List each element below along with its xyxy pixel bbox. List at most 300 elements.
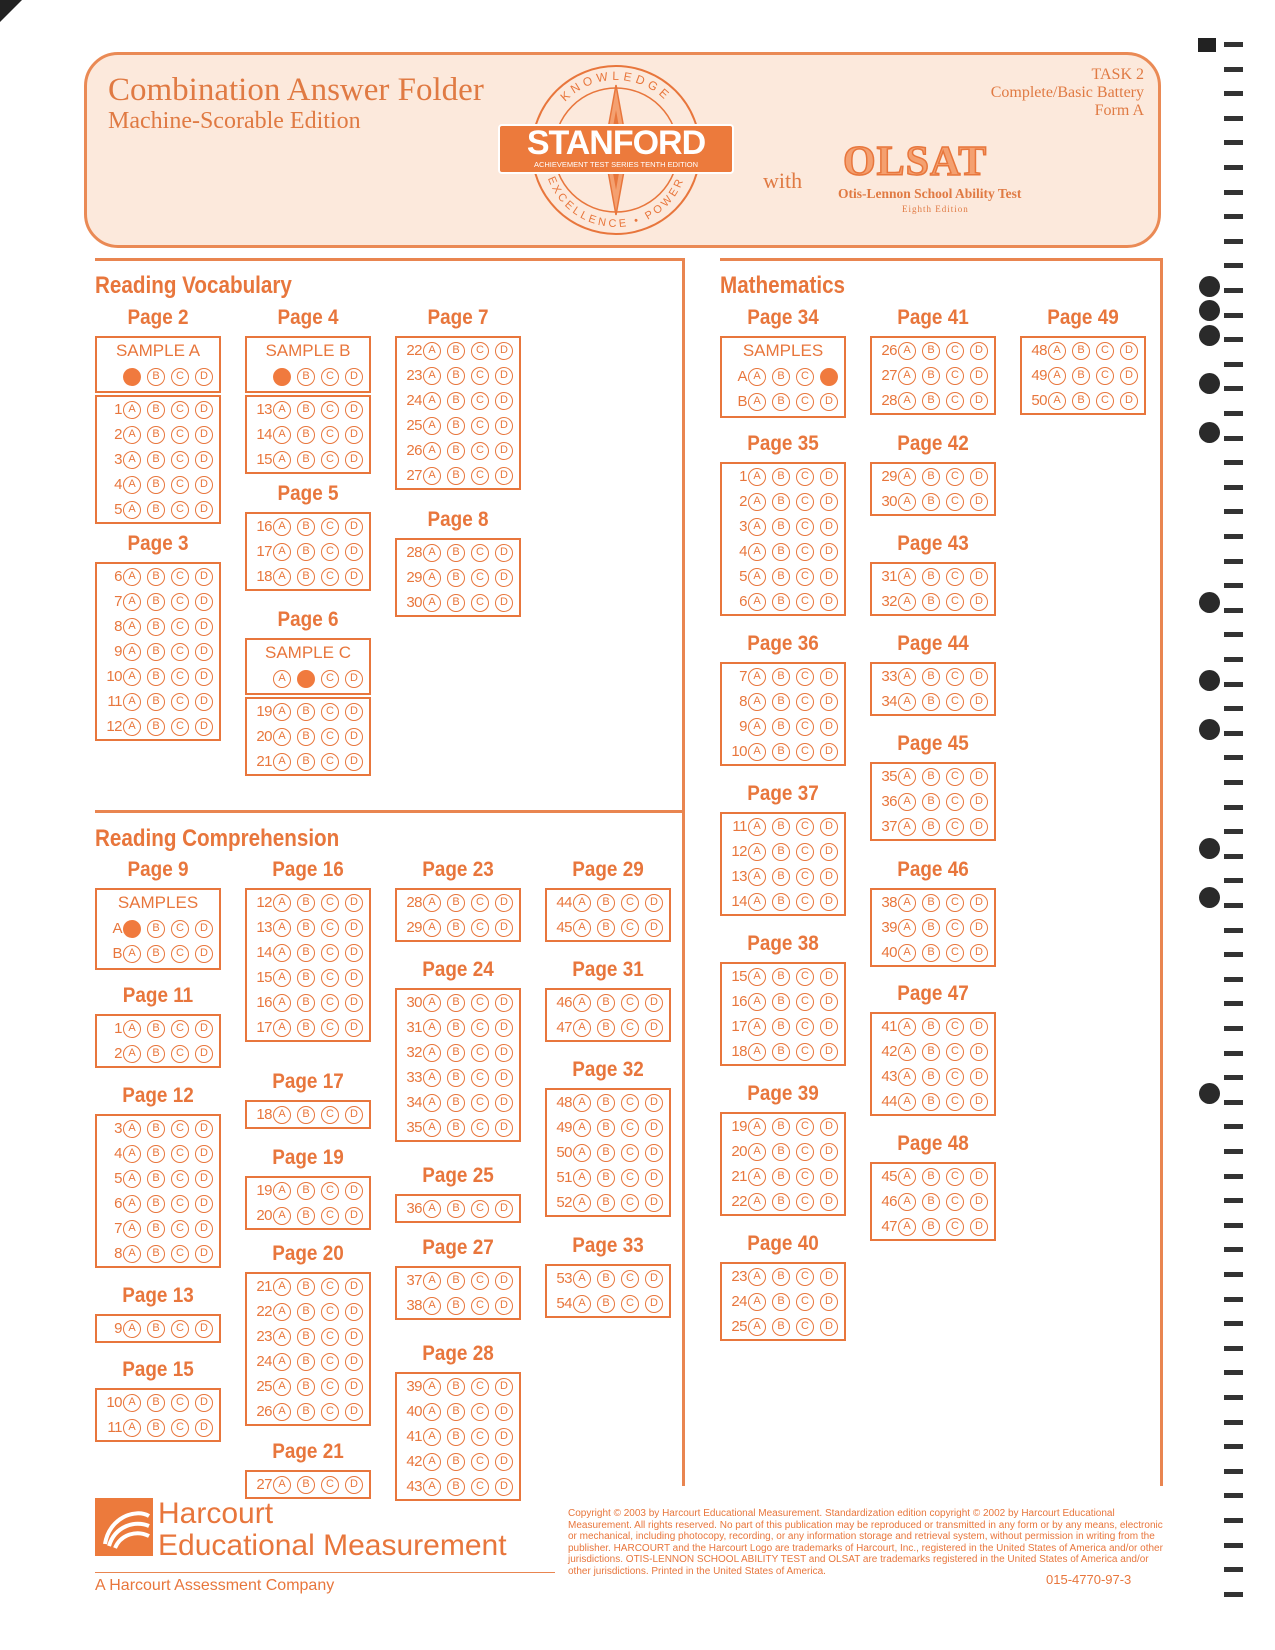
bubble-b[interactable]: B xyxy=(597,1119,615,1137)
bubble-a[interactable]: A xyxy=(898,944,916,962)
bubble-b[interactable]: B xyxy=(922,768,940,786)
bubble-d[interactable]: D xyxy=(195,1320,213,1338)
bubble-c[interactable]: C xyxy=(321,1353,339,1371)
bubble-d[interactable]: D xyxy=(820,993,838,1011)
bubble-c[interactable]: C xyxy=(621,1144,639,1162)
bubble-d[interactable]: D xyxy=(970,1218,988,1236)
bubble-b[interactable]: B xyxy=(922,668,940,686)
bubble-c[interactable]: C xyxy=(471,994,489,1012)
bubble-a[interactable]: A xyxy=(573,919,591,937)
bubble-a[interactable]: A xyxy=(573,1194,591,1212)
bubble-c[interactable]: C xyxy=(946,1093,964,1111)
bubble-c[interactable]: C xyxy=(171,368,189,386)
bubble-d[interactable]: D xyxy=(970,342,988,360)
bubble-b[interactable] xyxy=(297,670,315,688)
bubble-d[interactable]: D xyxy=(195,693,213,711)
bubble-a[interactable]: A xyxy=(898,342,916,360)
bubble-c[interactable]: C xyxy=(321,1476,339,1494)
bubble-c[interactable]: C xyxy=(796,543,814,561)
bubble-c[interactable]: C xyxy=(796,693,814,711)
bubble-a[interactable]: A xyxy=(273,1303,291,1321)
bubble-d[interactable]: D xyxy=(820,1043,838,1061)
bubble-c[interactable]: C xyxy=(471,1119,489,1137)
bubble-a[interactable]: A xyxy=(423,1478,441,1496)
bubble-d[interactable]: D xyxy=(195,1145,213,1163)
bubble-b[interactable]: B xyxy=(297,1182,315,1200)
bubble-a[interactable]: A xyxy=(273,894,291,912)
bubble-d[interactable]: D xyxy=(970,793,988,811)
bubble-c[interactable]: C xyxy=(471,544,489,562)
bubble-a[interactable]: A xyxy=(273,969,291,987)
bubble-c[interactable]: C xyxy=(471,342,489,360)
bubble-c[interactable]: C xyxy=(321,1278,339,1296)
bubble-b[interactable]: B xyxy=(147,368,165,386)
bubble-c[interactable]: C xyxy=(321,1019,339,1037)
bubble-d[interactable]: D xyxy=(970,768,988,786)
bubble-a[interactable]: A xyxy=(898,768,916,786)
bubble-b[interactable]: B xyxy=(147,1394,165,1412)
bubble-d[interactable]: D xyxy=(345,670,363,688)
bubble-b[interactable]: B xyxy=(922,793,940,811)
bubble-a[interactable] xyxy=(123,920,141,938)
bubble-b[interactable]: B xyxy=(447,1453,465,1471)
bubble-d[interactable]: D xyxy=(195,643,213,661)
bubble-a[interactable]: A xyxy=(748,1143,766,1161)
bubble-c[interactable]: C xyxy=(171,1020,189,1038)
bubble-c[interactable]: C xyxy=(471,1453,489,1471)
bubble-a[interactable]: A xyxy=(898,1068,916,1086)
bubble-d[interactable]: D xyxy=(195,618,213,636)
bubble-a[interactable]: A xyxy=(898,1093,916,1111)
bubble-c[interactable]: C xyxy=(171,1145,189,1163)
bubble-b[interactable]: B xyxy=(147,1320,165,1338)
bubble-c[interactable]: C xyxy=(171,643,189,661)
bubble-b[interactable]: B xyxy=(772,493,790,511)
bubble-a[interactable]: A xyxy=(748,843,766,861)
bubble-a[interactable]: A xyxy=(123,718,141,736)
bubble-b[interactable]: B xyxy=(772,743,790,761)
bubble-d[interactable]: D xyxy=(495,994,513,1012)
bubble-a[interactable]: A xyxy=(273,401,291,419)
bubble-c[interactable]: C xyxy=(796,1018,814,1036)
bubble-d[interactable]: D xyxy=(970,568,988,586)
bubble-a[interactable]: A xyxy=(748,1118,766,1136)
bubble-d[interactable]: D xyxy=(645,1119,663,1137)
bubble-a[interactable]: A xyxy=(273,1182,291,1200)
bubble-c[interactable]: C xyxy=(796,1268,814,1286)
bubble-c[interactable]: C xyxy=(321,753,339,771)
bubble-d[interactable]: D xyxy=(645,1169,663,1187)
bubble-d[interactable]: D xyxy=(345,944,363,962)
bubble-b[interactable]: B xyxy=(447,1094,465,1112)
bubble-c[interactable]: C xyxy=(471,1069,489,1087)
bubble-d[interactable]: D xyxy=(970,1068,988,1086)
bubble-b[interactable]: B xyxy=(297,451,315,469)
bubble-b[interactable]: B xyxy=(922,1168,940,1186)
bubble-b[interactable]: B xyxy=(922,919,940,937)
bubble-b[interactable]: B xyxy=(447,467,465,485)
bubble-d[interactable]: D xyxy=(820,968,838,986)
bubble-d[interactable]: D xyxy=(820,893,838,911)
bubble-d[interactable]: D xyxy=(1120,367,1138,385)
bubble-a[interactable]: A xyxy=(123,476,141,494)
bubble-c[interactable]: C xyxy=(321,728,339,746)
bubble-a[interactable]: A xyxy=(898,1168,916,1186)
bubble-d[interactable]: D xyxy=(345,894,363,912)
bubble-d[interactable]: D xyxy=(495,894,513,912)
bubble-c[interactable]: C xyxy=(471,467,489,485)
bubble-c[interactable]: C xyxy=(796,468,814,486)
bubble-d[interactable]: D xyxy=(195,1045,213,1063)
bubble-c[interactable]: C xyxy=(621,919,639,937)
bubble-c[interactable]: C xyxy=(946,1043,964,1061)
bubble-d[interactable]: D xyxy=(820,543,838,561)
bubble-a[interactable] xyxy=(273,368,291,386)
bubble-a[interactable]: A xyxy=(748,1268,766,1286)
bubble-b[interactable]: B xyxy=(447,1272,465,1290)
bubble-d[interactable]: D xyxy=(970,1018,988,1036)
bubble-b[interactable]: B xyxy=(297,518,315,536)
bubble-d[interactable]: D xyxy=(345,401,363,419)
bubble-d[interactable]: D xyxy=(820,843,838,861)
bubble-c[interactable]: C xyxy=(171,618,189,636)
bubble-c[interactable]: C xyxy=(321,670,339,688)
bubble-c[interactable]: C xyxy=(321,543,339,561)
bubble-d[interactable]: D xyxy=(970,1168,988,1186)
bubble-c[interactable]: C xyxy=(171,476,189,494)
bubble-b[interactable]: B xyxy=(297,1207,315,1225)
bubble-a[interactable]: A xyxy=(423,1453,441,1471)
bubble-d[interactable]: D xyxy=(970,392,988,410)
bubble-a[interactable]: A xyxy=(748,818,766,836)
bubble-d[interactable]: D xyxy=(820,743,838,761)
bubble-d[interactable]: D xyxy=(820,393,838,411)
bubble-d[interactable]: D xyxy=(495,569,513,587)
bubble-c[interactable]: C xyxy=(621,894,639,912)
bubble-a[interactable]: A xyxy=(1048,367,1066,385)
bubble-a[interactable]: A xyxy=(898,1193,916,1211)
bubble-c[interactable]: C xyxy=(471,1094,489,1112)
bubble-b[interactable]: B xyxy=(922,1193,940,1211)
bubble-c[interactable]: C xyxy=(171,401,189,419)
bubble-b[interactable]: B xyxy=(922,1218,940,1236)
bubble-d[interactable]: D xyxy=(820,1318,838,1336)
bubble-a[interactable]: A xyxy=(423,1094,441,1112)
bubble-d[interactable]: D xyxy=(345,994,363,1012)
bubble-b[interactable]: B xyxy=(297,703,315,721)
bubble-a[interactable]: A xyxy=(423,1069,441,1087)
bubble-b[interactable]: B xyxy=(297,994,315,1012)
bubble-a[interactable]: A xyxy=(123,426,141,444)
bubble-b[interactable]: B xyxy=(772,393,790,411)
bubble-b[interactable]: B xyxy=(772,818,790,836)
bubble-b[interactable]: B xyxy=(447,1019,465,1037)
bubble-b[interactable]: B xyxy=(922,493,940,511)
bubble-b[interactable]: B xyxy=(447,1478,465,1496)
bubble-c[interactable]: C xyxy=(471,392,489,410)
bubble-a[interactable]: A xyxy=(898,894,916,912)
bubble-d[interactable]: D xyxy=(645,1094,663,1112)
bubble-c[interactable]: C xyxy=(946,593,964,611)
bubble-b[interactable]: B xyxy=(772,1318,790,1336)
bubble-a[interactable]: A xyxy=(123,668,141,686)
bubble-c[interactable]: C xyxy=(171,426,189,444)
bubble-b[interactable]: B xyxy=(922,1068,940,1086)
bubble-b[interactable]: B xyxy=(147,643,165,661)
bubble-a[interactable]: A xyxy=(273,518,291,536)
bubble-a[interactable]: A xyxy=(423,1119,441,1137)
bubble-c[interactable]: C xyxy=(471,1478,489,1496)
bubble-c[interactable]: C xyxy=(171,920,189,938)
bubble-d[interactable]: D xyxy=(345,728,363,746)
bubble-a[interactable]: A xyxy=(748,668,766,686)
bubble-c[interactable]: C xyxy=(471,1378,489,1396)
bubble-c[interactable]: C xyxy=(946,1168,964,1186)
bubble-a[interactable]: A xyxy=(123,1045,141,1063)
bubble-c[interactable]: C xyxy=(796,668,814,686)
bubble-c[interactable]: C xyxy=(321,1303,339,1321)
bubble-b[interactable]: B xyxy=(772,1018,790,1036)
bubble-c[interactable]: C xyxy=(946,1018,964,1036)
bubble-d[interactable]: D xyxy=(970,919,988,937)
bubble-a[interactable]: A xyxy=(123,643,141,661)
bubble-c[interactable]: C xyxy=(796,1043,814,1061)
bubble-b[interactable]: B xyxy=(447,894,465,912)
bubble-c[interactable]: C xyxy=(171,1419,189,1437)
bubble-b[interactable]: B xyxy=(772,1143,790,1161)
bubble-c[interactable]: C xyxy=(471,569,489,587)
bubble-d[interactable]: D xyxy=(345,1403,363,1421)
bubble-a[interactable]: A xyxy=(573,1169,591,1187)
bubble-a[interactable]: A xyxy=(273,728,291,746)
bubble-c[interactable]: C xyxy=(796,1293,814,1311)
bubble-d[interactable]: D xyxy=(970,593,988,611)
bubble-b[interactable]: B xyxy=(447,1428,465,1446)
bubble-b[interactable]: B xyxy=(447,594,465,612)
bubble-b[interactable]: B xyxy=(447,544,465,562)
bubble-a[interactable]: A xyxy=(573,1295,591,1313)
bubble-a[interactable]: A xyxy=(748,518,766,536)
bubble-c[interactable]: C xyxy=(321,1207,339,1225)
bubble-d[interactable]: D xyxy=(495,919,513,937)
bubble-d[interactable]: D xyxy=(970,818,988,836)
bubble-a[interactable]: A xyxy=(123,1145,141,1163)
bubble-b[interactable]: B xyxy=(922,944,940,962)
bubble-a[interactable]: A xyxy=(573,1019,591,1037)
bubble-a[interactable]: A xyxy=(748,743,766,761)
bubble-d[interactable]: D xyxy=(820,693,838,711)
bubble-b[interactable]: B xyxy=(597,1270,615,1288)
bubble-a[interactable]: A xyxy=(423,1272,441,1290)
bubble-c[interactable]: C xyxy=(171,1045,189,1063)
bubble-a[interactable]: A xyxy=(423,1428,441,1446)
bubble-a[interactable]: A xyxy=(898,793,916,811)
bubble-b[interactable]: B xyxy=(772,968,790,986)
bubble-b[interactable]: B xyxy=(772,1268,790,1286)
bubble-a[interactable]: A xyxy=(273,1106,291,1124)
bubble-c[interactable]: C xyxy=(796,1143,814,1161)
bubble-d[interactable]: D xyxy=(1120,342,1138,360)
bubble-a[interactable]: A xyxy=(898,668,916,686)
bubble-a[interactable]: A xyxy=(273,944,291,962)
bubble-b[interactable]: B xyxy=(297,944,315,962)
bubble-b[interactable]: B xyxy=(772,468,790,486)
bubble-c[interactable]: C xyxy=(621,1119,639,1137)
bubble-c[interactable]: C xyxy=(171,1394,189,1412)
bubble-c[interactable]: C xyxy=(796,493,814,511)
bubble-b[interactable]: B xyxy=(447,1119,465,1137)
bubble-b[interactable]: B xyxy=(147,618,165,636)
bubble-c[interactable]: C xyxy=(796,1118,814,1136)
bubble-c[interactable]: C xyxy=(946,568,964,586)
bubble-a[interactable]: A xyxy=(573,994,591,1012)
bubble-b[interactable]: B xyxy=(922,342,940,360)
bubble-d[interactable]: D xyxy=(195,945,213,963)
bubble-a[interactable]: A xyxy=(898,1218,916,1236)
bubble-b[interactable]: B xyxy=(772,568,790,586)
bubble-c[interactable]: C xyxy=(796,893,814,911)
bubble-a[interactable]: A xyxy=(423,1378,441,1396)
bubble-b[interactable]: B xyxy=(772,1043,790,1061)
bubble-b[interactable]: B xyxy=(922,568,940,586)
bubble-d[interactable]: D xyxy=(970,1043,988,1061)
bubble-b[interactable]: B xyxy=(447,442,465,460)
bubble-b[interactable]: B xyxy=(922,818,940,836)
bubble-d[interactable]: D xyxy=(820,1118,838,1136)
bubble-b[interactable]: B xyxy=(447,1069,465,1087)
bubble-a[interactable]: A xyxy=(123,501,141,519)
bubble-a[interactable]: A xyxy=(423,392,441,410)
bubble-b[interactable]: B xyxy=(597,919,615,937)
bubble-b[interactable]: B xyxy=(297,1403,315,1421)
bubble-c[interactable]: C xyxy=(171,451,189,469)
bubble-c[interactable]: C xyxy=(321,994,339,1012)
bubble-d[interactable]: D xyxy=(495,1069,513,1087)
bubble-d[interactable]: D xyxy=(495,367,513,385)
bubble-b[interactable]: B xyxy=(297,1353,315,1371)
bubble-c[interactable]: C xyxy=(171,945,189,963)
bubble-b[interactable]: B xyxy=(147,401,165,419)
bubble-d[interactable]: D xyxy=(820,718,838,736)
bubble-d[interactable]: D xyxy=(195,568,213,586)
bubble-d[interactable]: D xyxy=(345,1476,363,1494)
bubble-d[interactable]: D xyxy=(195,1120,213,1138)
bubble-c[interactable]: C xyxy=(796,868,814,886)
bubble-c[interactable]: C xyxy=(171,1320,189,1338)
bubble-d[interactable]: D xyxy=(195,593,213,611)
bubble-d[interactable]: D xyxy=(970,468,988,486)
bubble-d[interactable]: D xyxy=(495,1019,513,1037)
bubble-b[interactable]: B xyxy=(147,1170,165,1188)
bubble-b[interactable]: B xyxy=(447,1297,465,1315)
bubble-c[interactable]: C xyxy=(796,1193,814,1211)
bubble-d[interactable]: D xyxy=(820,1293,838,1311)
bubble-a[interactable]: A xyxy=(423,919,441,937)
bubble-c[interactable]: C xyxy=(471,1272,489,1290)
bubble-a[interactable]: A xyxy=(748,693,766,711)
bubble-a[interactable]: A xyxy=(123,945,141,963)
bubble-b[interactable]: B xyxy=(1072,392,1090,410)
bubble-d[interactable]: D xyxy=(195,668,213,686)
bubble-a[interactable]: A xyxy=(273,994,291,1012)
bubble-b[interactable]: B xyxy=(772,368,790,386)
bubble-a[interactable]: A xyxy=(898,493,916,511)
bubble-c[interactable]: C xyxy=(796,1168,814,1186)
bubble-c[interactable]: C xyxy=(171,593,189,611)
bubble-a[interactable]: A xyxy=(423,994,441,1012)
bubble-c[interactable]: C xyxy=(471,594,489,612)
bubble-c[interactable]: C xyxy=(171,568,189,586)
bubble-a[interactable]: A xyxy=(123,1120,141,1138)
bubble-b[interactable]: B xyxy=(297,1476,315,1494)
bubble-a[interactable]: A xyxy=(273,1278,291,1296)
bubble-d[interactable]: D xyxy=(820,818,838,836)
bubble-a[interactable]: A xyxy=(123,1195,141,1213)
bubble-d[interactable]: D xyxy=(820,593,838,611)
bubble-a[interactable]: A xyxy=(123,1394,141,1412)
bubble-b[interactable]: B xyxy=(772,1168,790,1186)
bubble-d[interactable]: D xyxy=(1120,392,1138,410)
bubble-a[interactable]: A xyxy=(423,1044,441,1062)
bubble-c[interactable]: C xyxy=(471,1019,489,1037)
bubble-a[interactable]: A xyxy=(273,451,291,469)
bubble-b[interactable]: B xyxy=(147,426,165,444)
bubble-c[interactable]: C xyxy=(1096,367,1114,385)
bubble-d[interactable]: D xyxy=(345,1278,363,1296)
bubble-a[interactable]: A xyxy=(423,1297,441,1315)
bubble-c[interactable]: C xyxy=(1096,342,1114,360)
bubble-d[interactable]: D xyxy=(645,894,663,912)
bubble-b[interactable]: B xyxy=(597,1169,615,1187)
bubble-a[interactable]: A xyxy=(273,703,291,721)
bubble-c[interactable]: C xyxy=(471,1200,489,1218)
bubble-d[interactable]: D xyxy=(195,1394,213,1412)
bubble-c[interactable]: C xyxy=(946,493,964,511)
bubble-d[interactable]: D xyxy=(820,1018,838,1036)
bubble-c[interactable]: C xyxy=(796,518,814,536)
bubble-d[interactable]: D xyxy=(820,1143,838,1161)
bubble-b[interactable]: B xyxy=(597,1094,615,1112)
bubble-a[interactable]: A xyxy=(123,1419,141,1437)
bubble-c[interactable]: C xyxy=(621,1094,639,1112)
bubble-a[interactable]: A xyxy=(423,367,441,385)
bubble-b[interactable]: B xyxy=(772,1293,790,1311)
bubble-b[interactable]: B xyxy=(147,593,165,611)
bubble-c[interactable]: C xyxy=(796,743,814,761)
bubble-c[interactable]: C xyxy=(946,668,964,686)
bubble-b[interactable]: B xyxy=(922,894,940,912)
bubble-c[interactable]: C xyxy=(471,1044,489,1062)
bubble-d[interactable]: D xyxy=(495,1044,513,1062)
bubble-d[interactable]: D xyxy=(345,451,363,469)
bubble-c[interactable]: C xyxy=(946,1218,964,1236)
bubble-c[interactable]: C xyxy=(946,392,964,410)
bubble-a[interactable]: A xyxy=(898,392,916,410)
bubble-d[interactable]: D xyxy=(345,1106,363,1124)
bubble-b[interactable]: B xyxy=(447,919,465,937)
bubble-a[interactable]: A xyxy=(748,893,766,911)
bubble-c[interactable]: C xyxy=(321,451,339,469)
bubble-d[interactable]: D xyxy=(495,467,513,485)
bubble-d[interactable]: D xyxy=(195,401,213,419)
bubble-c[interactable]: C xyxy=(1096,392,1114,410)
bubble-d[interactable]: D xyxy=(495,1297,513,1315)
bubble-d[interactable]: D xyxy=(645,1019,663,1037)
bubble-b[interactable]: B xyxy=(447,569,465,587)
bubble-c[interactable]: C xyxy=(321,568,339,586)
bubble-a[interactable]: A xyxy=(123,1220,141,1238)
bubble-c[interactable]: C xyxy=(471,1297,489,1315)
